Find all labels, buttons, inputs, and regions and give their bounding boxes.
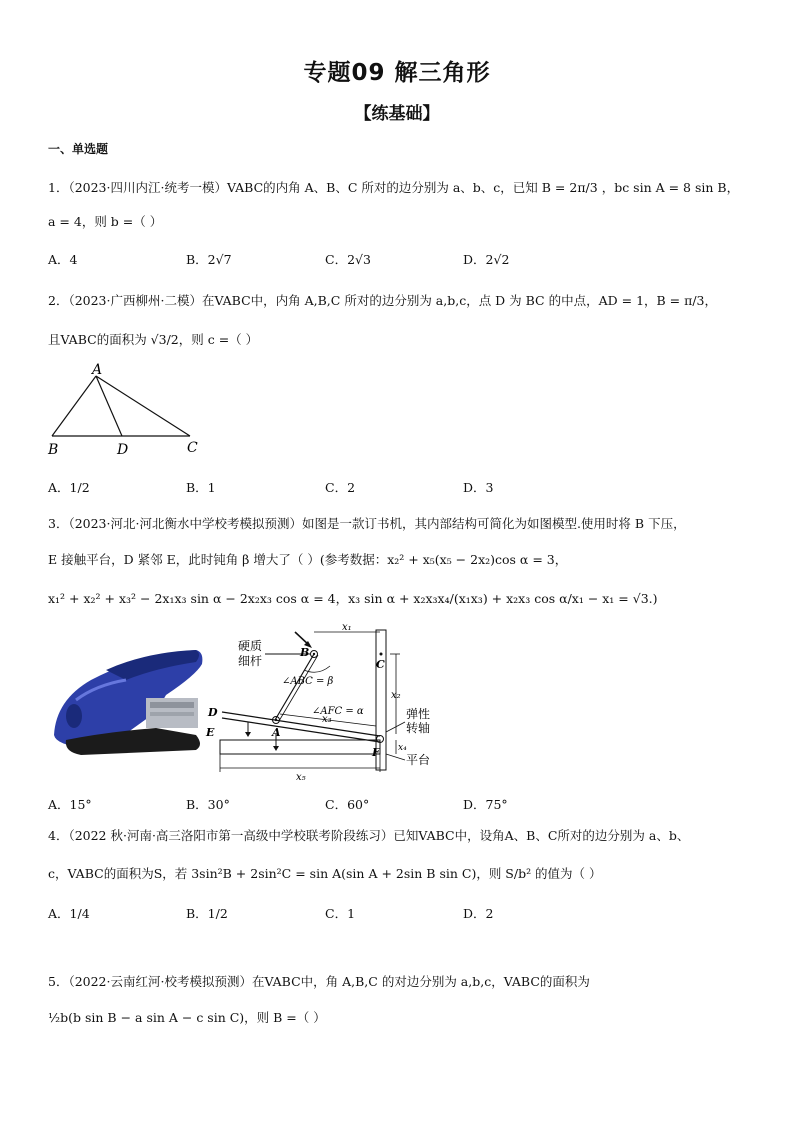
q1-line2: a = 4，则 b =（ ）: [48, 214, 163, 229]
dim-x4: x₄: [398, 743, 407, 753]
point-a: A: [272, 726, 281, 739]
q1-option-c: C．2√3: [325, 252, 371, 267]
label-rod-2: 细杆: [238, 654, 263, 668]
label-a: A: [92, 362, 103, 378]
dim-x5: x₅: [296, 772, 306, 782]
label-c: C: [187, 440, 198, 456]
dim-x3: x₃: [322, 714, 332, 725]
q4-option-b: B．1/2: [186, 906, 228, 921]
point-e: E: [206, 726, 215, 739]
q2-option-c: C．2: [325, 480, 356, 495]
q1-option-d: D．2√2: [463, 252, 510, 267]
q2-line2: 且VABC的面积为 √3/2，则 c =（ ）: [48, 332, 259, 347]
q4-line1: 4．（2022 秋·河南·高三洛阳市第一高级中学校联考阶段练习）已知VABC中，设角A、B、C所对的边分别为 a、b、: [48, 828, 690, 843]
dim-x1: x₁: [342, 622, 352, 633]
label-spring-1: 弹性: [406, 707, 431, 721]
q1-line1: 1．（2023·四川内江·统考一模）VABC的内角 A、B、C 所对的边分别为 a、b、c，已知 B = 2π/3 ，bc sin A = 8 sin B，: [48, 180, 740, 195]
point-f: F: [372, 746, 380, 759]
q2-line1: 2．（2023·广西柳州·二模）在VABC中，内角 A,B,C 所对的边分别为 a,b,c，点 D 为 BC 的中点，AD = 1，B = π/3，: [48, 293, 718, 308]
q4-line2: c，VABC的面积为S，若 3sin²B + 2sin²C = sin A(sin A + 2sin B sin C)，则 S/b² 的值为（ ）: [48, 866, 602, 881]
q2-option-d: D．3: [463, 480, 494, 495]
q3-line2: E 接触平台，D 紧邻 E，此时钝角 β 增大了（ ）(参考数据：x₂² + x₅(x₅ − 2x₂)cos α = 3，: [48, 552, 568, 567]
dim-x2: x₂: [391, 690, 401, 701]
point-c: C: [376, 658, 385, 671]
q3-option-b: B．30°: [186, 797, 230, 812]
page-title: 专题09 解三角形: [303, 60, 491, 86]
q3-option-d: D．75°: [463, 797, 508, 812]
label-d: D: [117, 442, 129, 458]
q4-option-a: A．1/4: [48, 906, 90, 921]
q3-line1: 3．（2023·河北·河北衡水中学校考模拟预测）如图是一款订书机，其内部结构可简化为如图模型.使用时将 B 下压，: [48, 516, 686, 531]
triangle-figure: [40, 362, 210, 462]
section-heading: 一、单选题: [48, 142, 109, 156]
q2-option-b: B．1: [186, 480, 216, 495]
stapler-photo: [46, 640, 206, 765]
label-rod-1: 硬质: [238, 639, 263, 653]
label-b: B: [48, 442, 59, 458]
q2-option-a: A．1/2: [48, 480, 90, 495]
label-spring-2: 转轴: [406, 721, 431, 735]
q4-option-d: D．2: [463, 906, 494, 921]
q5-line2: ½b(b sin B − a sin A − c sin C)，则 B =（ ）: [48, 1010, 326, 1025]
q1-option-b: B．2√7: [186, 252, 232, 267]
q3-line3: x₁² + x₂² + x₃² − 2x₁x₃ sin α − 2x₂x₃ cos α = 4，x₃ sin α + x₂x₃x₄/(x₁x₃) + x₂x₃ cos α/x₁ − x₁ = √3.): [48, 591, 658, 606]
point-d: D: [208, 706, 218, 719]
point-b: B: [300, 646, 310, 659]
q3-option-a: A．15°: [48, 797, 92, 812]
label-angle-alpha: ∠AFC = α: [312, 706, 364, 717]
q1-option-a: A．4: [48, 252, 78, 267]
label-angle-beta: ∠ABC = β: [282, 676, 334, 687]
stapler-mechanism-diagram: [200, 622, 460, 782]
page-subtitle: 【练基础】: [354, 104, 440, 124]
q4-option-c: C．1: [325, 906, 356, 921]
q5-line1: 5．（2022·云南红河·校考模拟预测）在VABC中，角 A,B,C 的对边分别为 a,b,c，VABC的面积为: [48, 974, 590, 989]
q3-option-c: C．60°: [325, 797, 370, 812]
label-platform: 平台: [406, 753, 431, 767]
